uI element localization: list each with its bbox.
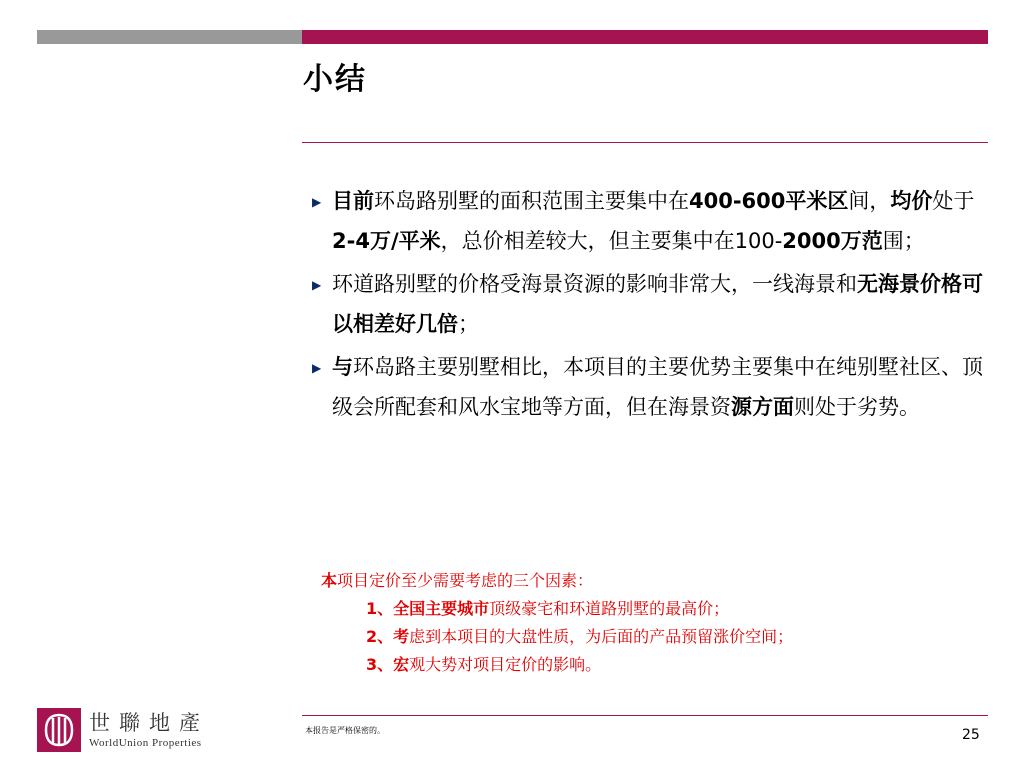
note-intro: [321, 567, 793, 595]
note-item-run: 顶级豪宅和环道路别墅的最高价；: [489, 599, 730, 618]
logo-english-name: WorldUnion Properties: [89, 737, 202, 749]
note-item-run: 1、全国主要城市: [366, 599, 490, 618]
note-item: [321, 651, 793, 679]
bullet-text-run: 无海景价格可以相差好几倍: [332, 272, 983, 336]
bullet-text-run: 环岛路主要别墅相比，本项目的主要优势主要集中在纯别墅社区、顶级会所配套和风水宝地等方面，但在海景资: [332, 355, 983, 419]
bullet-item: [312, 264, 992, 344]
footer-divider: [302, 715, 988, 716]
bullet-text-run: 环道路别墅的价格受海景资源的影响非常大，一线海景和: [332, 272, 857, 296]
header-bar-gray: [37, 30, 302, 44]
company-logo: [37, 708, 209, 752]
bullet-text-run: ；: [458, 312, 479, 336]
page-number: 25: [962, 727, 980, 743]
note-item-run: 观大势对项目定价的影响。: [409, 655, 602, 674]
triangle-right-icon: ▶: [312, 361, 322, 375]
title-divider: [302, 142, 988, 143]
bullet-text-run: 环岛路别墅的面积范围主要集中在: [374, 189, 689, 213]
bullet-text-run: 2-4万/平米: [332, 229, 441, 253]
bullet-list: [312, 181, 992, 430]
logo-chinese-name: 世聯地產: [89, 711, 209, 735]
bullet-text: [330, 181, 992, 261]
note-item-run: 3、宏: [366, 655, 410, 674]
bullet-text: [330, 347, 992, 427]
bullet-text: [330, 264, 992, 344]
bullet-text-run: 则处于劣势。: [794, 395, 920, 419]
bullet-text-run: 2000万范: [782, 229, 883, 253]
bullet-item: [312, 181, 992, 261]
confidential-note: 本报告是严格保密的。: [305, 726, 385, 735]
pricing-factors-note: [321, 567, 793, 679]
note-intro-run: 本: [321, 571, 338, 590]
header-bar-accent: [302, 30, 988, 44]
bullet-text-run: ，总价相差较大，但主要集中在100-: [440, 229, 783, 253]
bullet-text-run: 源方面: [731, 395, 794, 419]
note-item: [321, 623, 793, 651]
bullet-text-run: 400-600平米区: [689, 189, 849, 213]
note-item-run: 2、考: [366, 627, 410, 646]
triangle-right-icon: ▶: [312, 195, 322, 209]
bullet-text-run: 目前: [332, 189, 374, 213]
note-item: [321, 595, 793, 623]
slide-title: 小结: [303, 62, 367, 97]
bullet-text-run: 间，: [848, 189, 891, 213]
note-item-run: 虑到本项目的大盘性质，为后面的产品预留涨价空间；: [409, 627, 794, 646]
bullet-text-run: 均价: [890, 189, 933, 213]
bullet-item: [312, 347, 992, 427]
bullet-text-run: 围；: [882, 229, 925, 253]
bullet-text-run: 处于: [932, 189, 975, 213]
triangle-right-icon: ▶: [312, 278, 322, 292]
bullet-text-run: 与: [332, 355, 353, 379]
note-intro-run: 项目定价至少需要考虑的三个因素：: [337, 571, 594, 590]
worldunion-logo-icon: [37, 708, 81, 752]
